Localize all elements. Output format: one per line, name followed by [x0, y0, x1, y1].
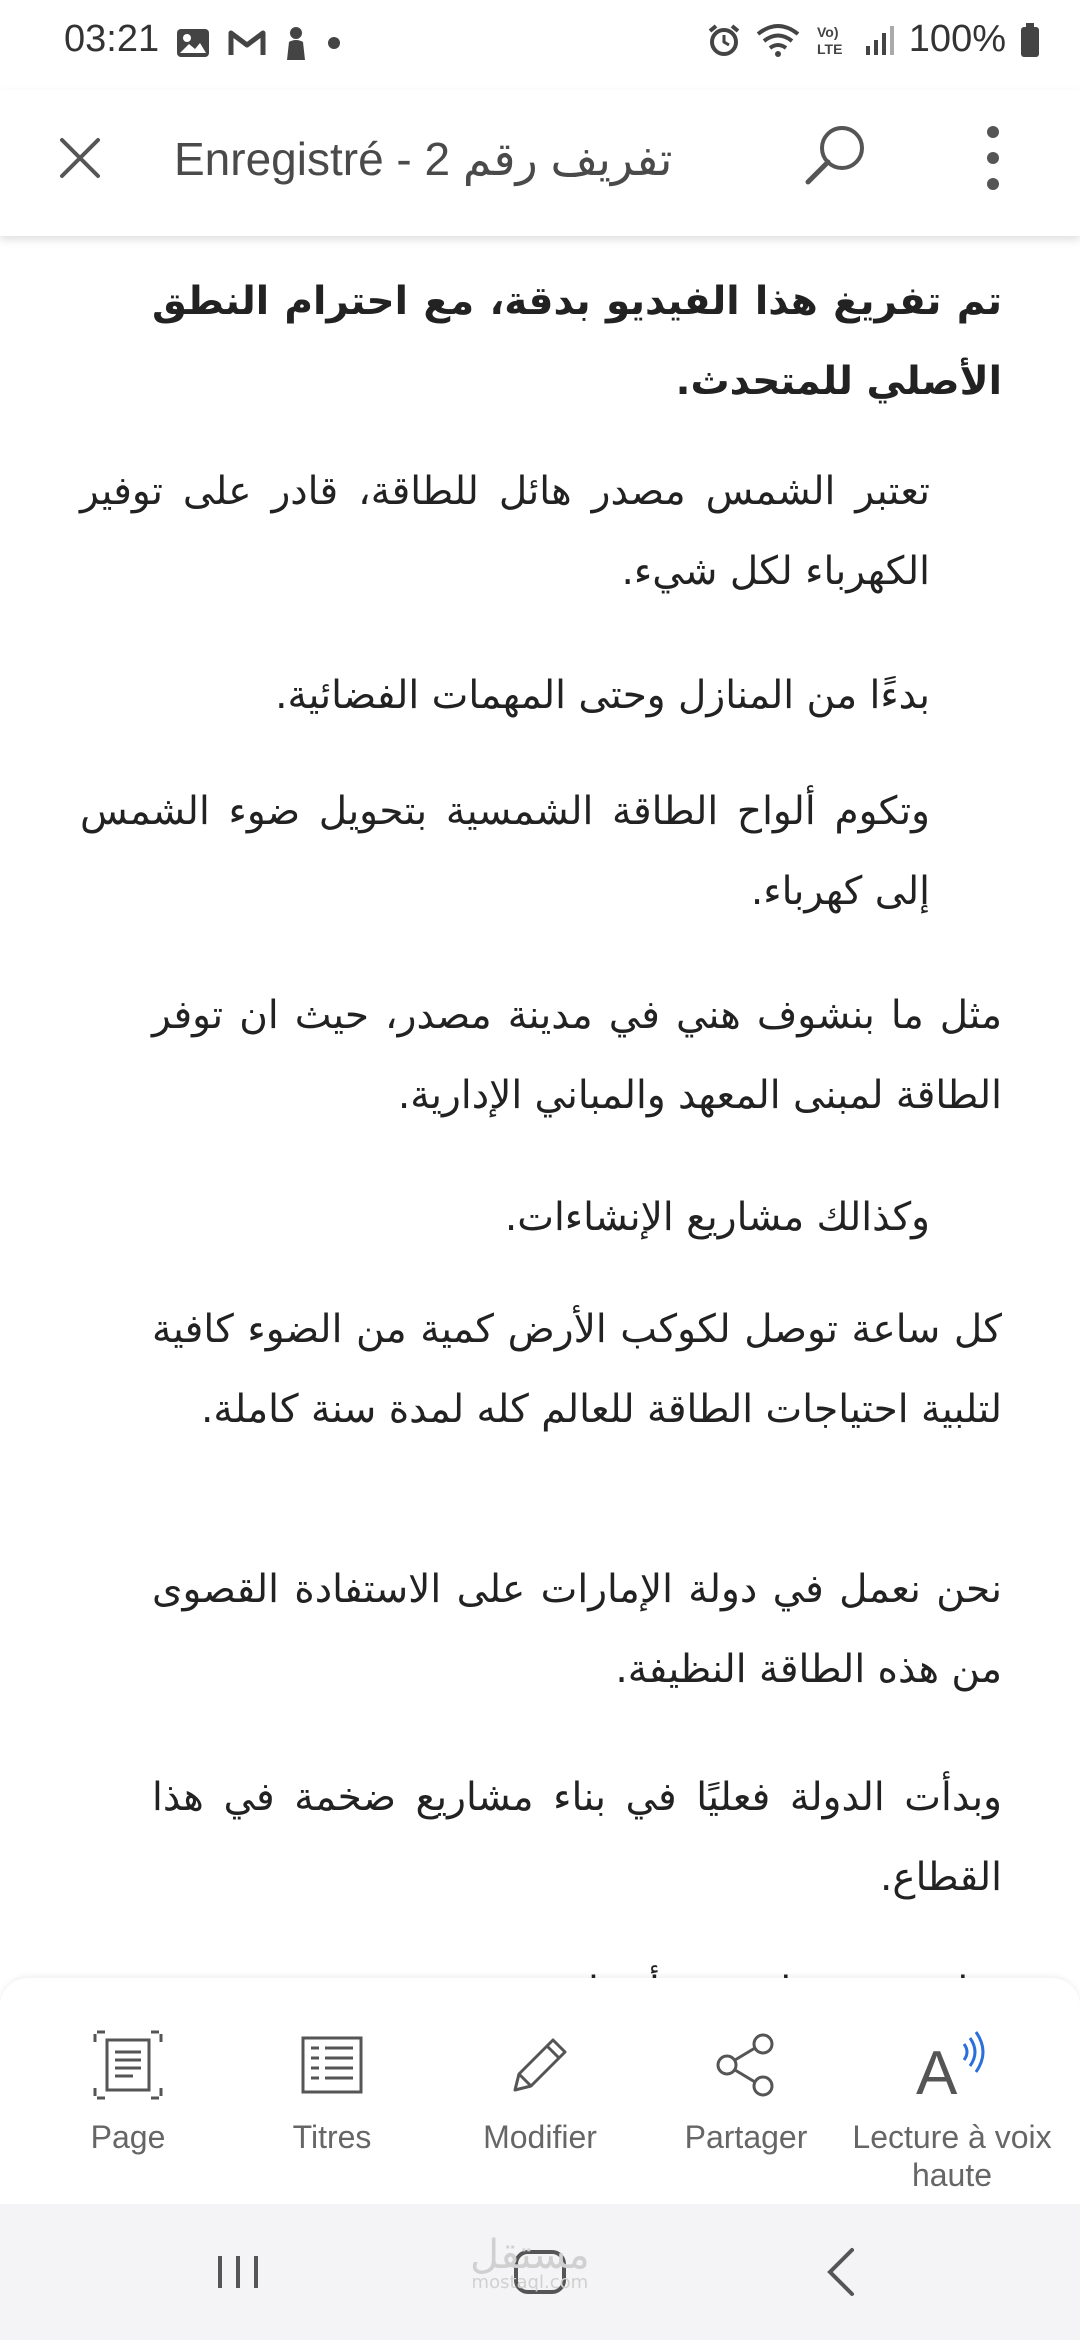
paragraph: مثل ما بنشوف هني في مدينة مصدر، حيث ان توفر الطاقة لمبنى المعهد والمباني الإدارية.	[152, 993, 1002, 1118]
toolbar-label: Titres	[292, 2119, 372, 2155]
paragraph: تعتبر الشمس مصدر هائل للطاقة، قادر على توفير الكهرباء لكل شيء.	[80, 469, 930, 594]
app-bar	[0, 90, 1080, 236]
paragraph: كل ساعة توصل لكوكب الأرض كمية من الضوء كافية لتلبية احتياجات الطاقة للعالم كله لمدة سنة كاملة.	[152, 1307, 1002, 1432]
more-vert-icon[interactable]	[978, 122, 1008, 194]
gmail-icon	[228, 29, 266, 57]
document-content[interactable]	[0, 236, 1080, 1976]
paragraph: تم تفريغ هذا الفيديو بدقة، مع احترام النطق الأصلي للمتحدث.	[152, 279, 1002, 404]
wifi-icon	[755, 22, 801, 58]
document-title: Enregistré - 2 تفريف رقم	[174, 133, 673, 185]
svg-text:LTE: LTE	[816, 40, 843, 57]
page-icon	[93, 2030, 163, 2100]
watermark	[470, 2232, 590, 2293]
toolbar-label: Page	[90, 2119, 166, 2155]
status-bar	[0, 0, 1080, 90]
gallery-icon	[176, 28, 210, 58]
close-icon[interactable]	[50, 128, 110, 188]
pencil-icon	[505, 2030, 575, 2100]
battery-icon	[1020, 23, 1040, 57]
notification-icons	[176, 26, 342, 60]
status-time: 03:21	[64, 18, 160, 60]
toolbar-share-button[interactable]	[646, 1978, 846, 2204]
watermark-sub: mostaql.com	[471, 2272, 589, 2293]
toolbar-label: Modifier	[483, 2119, 597, 2155]
paragraph: نحن نعمل في دولة الإمارات على الاستفادة القصوى من هذه الطاقة النظيفة.	[152, 1567, 1002, 1692]
svg-text:Vo): Vo)	[816, 23, 839, 40]
paragraph: وكذالك مشاريع الإنشاءات.	[504, 1195, 930, 1240]
bottom-toolbar	[0, 1978, 1080, 2204]
toolbar-edit-button[interactable]	[440, 1978, 640, 2204]
headings-icon	[297, 2030, 367, 2100]
read-aloud-icon	[912, 2030, 992, 2108]
toolbar-read-aloud-button[interactable]	[852, 1978, 1052, 2204]
toolbar-page-button[interactable]	[28, 1978, 228, 2204]
paragraph: وتكوم ألواح الطاقة الشمسية بتحويل ضوء الشمس إلى كهرباء.	[80, 789, 930, 914]
paragraph: وبدأت الدولة فعليًا في بناء مشاريع ضخمة في هذا القطاع.	[152, 1775, 1002, 1900]
system-icons	[707, 18, 1040, 61]
toolbar-headings-button[interactable]	[232, 1978, 432, 2204]
paragraph: بدءًا من المنازل وحتى المهمات الفضائية.	[275, 673, 930, 718]
svg-text:A: A	[916, 2039, 958, 2108]
back-icon[interactable]	[816, 2204, 866, 2340]
toolbar-label: Lecture à voix haute	[852, 2119, 1052, 2193]
recents-icon[interactable]	[208, 2204, 268, 2340]
volte-icon	[815, 22, 851, 58]
watermark-text: مستقل	[470, 2232, 590, 2278]
alarm-icon	[707, 23, 741, 57]
search-icon[interactable]	[800, 120, 872, 192]
battery-percent: 100%	[908, 18, 1006, 60]
toolbar-label: Partager	[684, 2119, 808, 2155]
share-icon	[711, 2030, 781, 2100]
signal-icon	[865, 24, 895, 56]
person-icon	[284, 26, 308, 60]
dot-icon	[326, 35, 342, 51]
